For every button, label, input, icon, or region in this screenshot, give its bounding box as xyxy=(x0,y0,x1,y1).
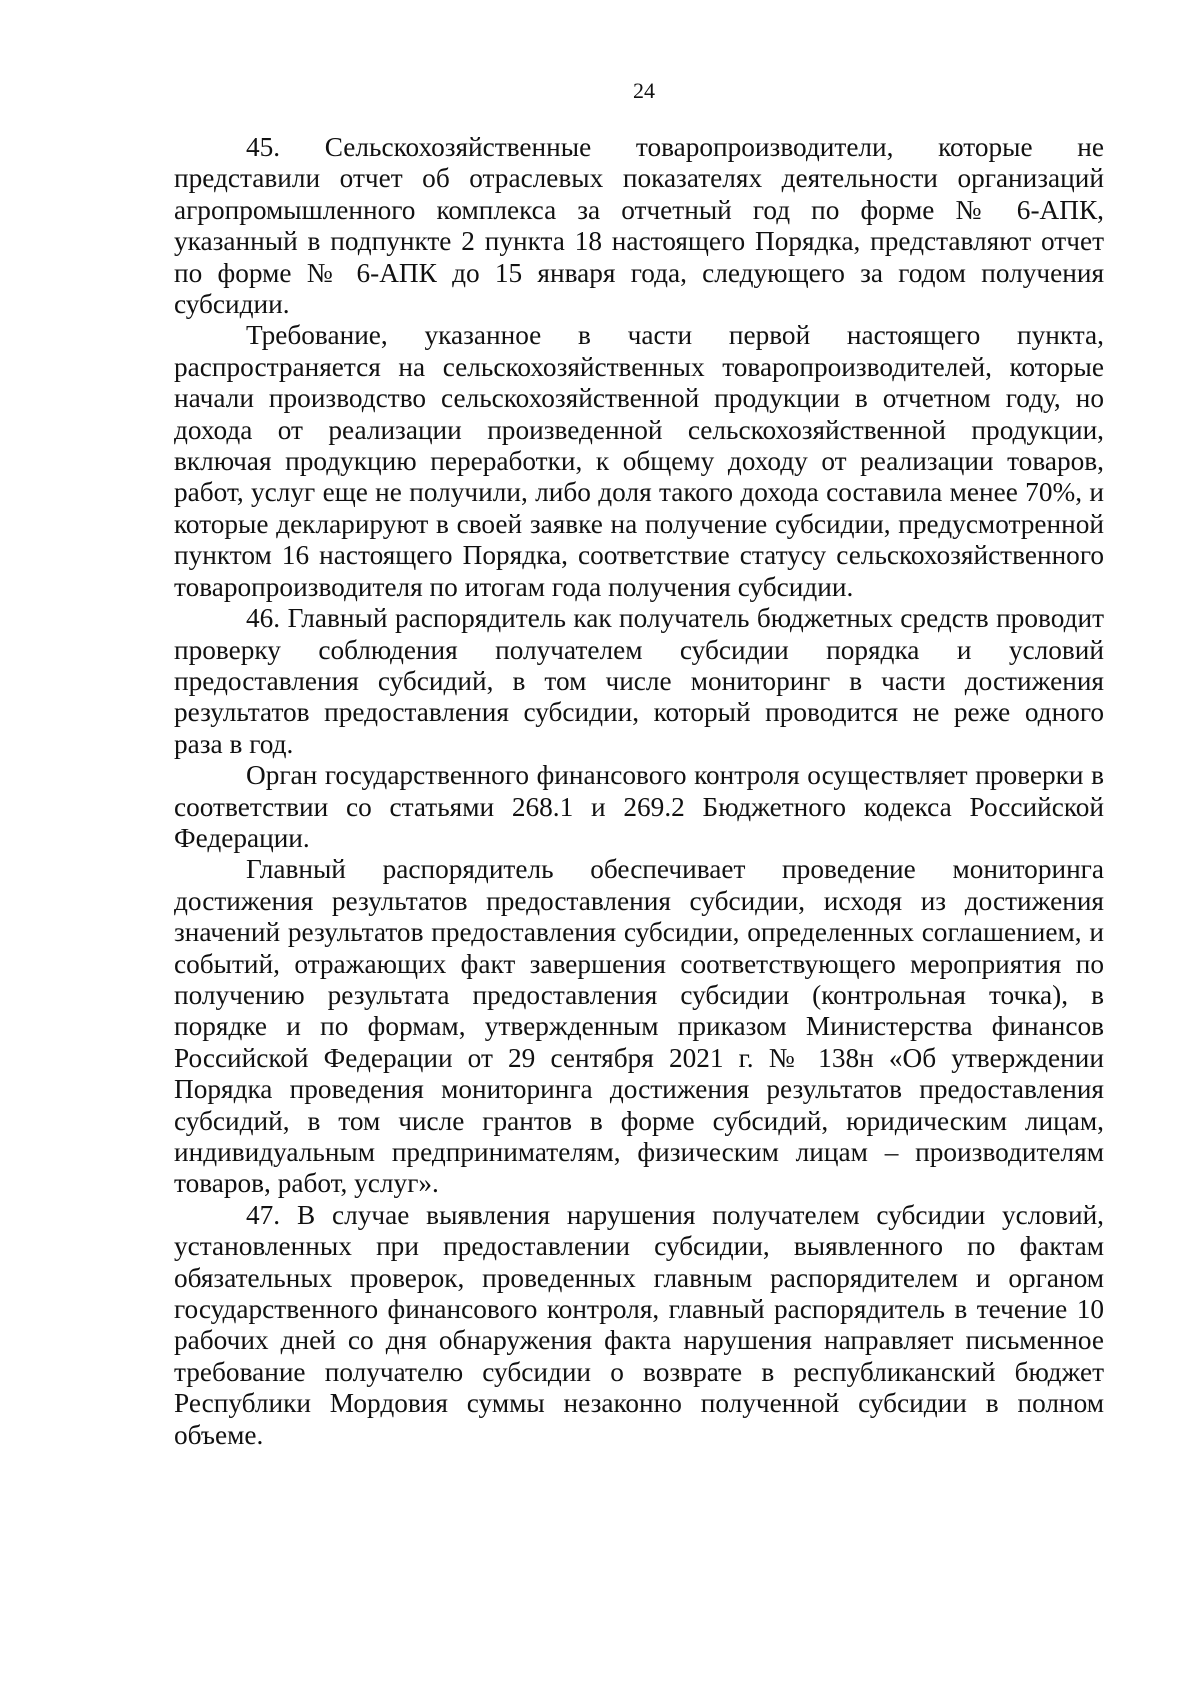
document-body xyxy=(174,132,1104,1451)
paragraph-45: 45. Сельскохозяйственные товаропроизводители, которые не представили отчет об отраслевых показателях деятельности организаций агропромышленного комплекса за отчетный год по форме № 6-АПК, указанный в подпункте 2 пункта 18 настоящего Порядка, представляют отчет по форме № 6-АПК до 15 января года, следующего за годом получения субсидии. xyxy=(174,132,1104,320)
page-number: 24 xyxy=(633,78,655,103)
paragraph-46-part-2: Орган государственного финансового контроля осуществляет проверки в соответствии со статьями 268.1 и 269.2 Бюджетного кодекса Российской Федерации. xyxy=(174,760,1104,853)
paragraph-46: 46. Главный распорядитель как получатель бюджетных средств проводит проверку соблюдения получателем субсидии порядка и условий предоставления субсидий, в том числе мониторинг в части достижения результатов предоставления субсидии, который проводится не реже одного раза в год. xyxy=(174,603,1104,759)
paragraph-45-part-2: Требование, указанное в части первой настоящего пункта, распространяется на сельскохозяйственных товаропроизводителей, которые начали производство сельскохозяйственной продукции в отчетном году, но дохода от реализации произведенной сельскохозяйственной продукции, включая продукцию переработки, к общему доходу от реализации товаров, работ, услуг еще не получили, либо доля такого дохода составила менее 70%, и которые декларируют в своей заявке на получение субсидии, предусмотренной пунктом 16 настоящего Порядка, соответствие статусу сельскохозяйственного товаропроизводителя по итогам года получения субсидии. xyxy=(174,320,1104,602)
paragraph-46-part-3: Главный распорядитель обеспечивает проведение мониторинга достижения результатов предоставления субсидии, исходя из достижения значений результатов предоставления субсидии, определенных соглашением, и событий, отражающих факт завершения соответствующего мероприятия по получению результата предоставления субсидии (контрольная точка), в порядке и по формам, утвержденным приказом Министерства финансов Российской Федерации от 29 сентября 2021 г. № 138н «Об утверждении Порядка проведения мониторинга достижения результатов предоставления субсидий, в том числе грантов в форме субсидий, юридическим лицам, индивидуальным предпринимателям, физическим лицам – производителям товаров, работ, услуг». xyxy=(174,854,1104,1199)
paragraph-47: 47. В случае выявления нарушения получателем субсидии условий, установленных при предоставлении субсидии, выявленного по фактам обязательных проверок, проведенных главным распорядителем и органом государственного финансового контроля, главный распорядитель в течение 10 рабочих дней со дня обнаружения факта нарушения направляет письменное требование получателю субсидии о возврате в республиканский бюджет Республики Мордовия суммы незаконно полученной субсидии в полном объеме. xyxy=(174,1199,1104,1450)
